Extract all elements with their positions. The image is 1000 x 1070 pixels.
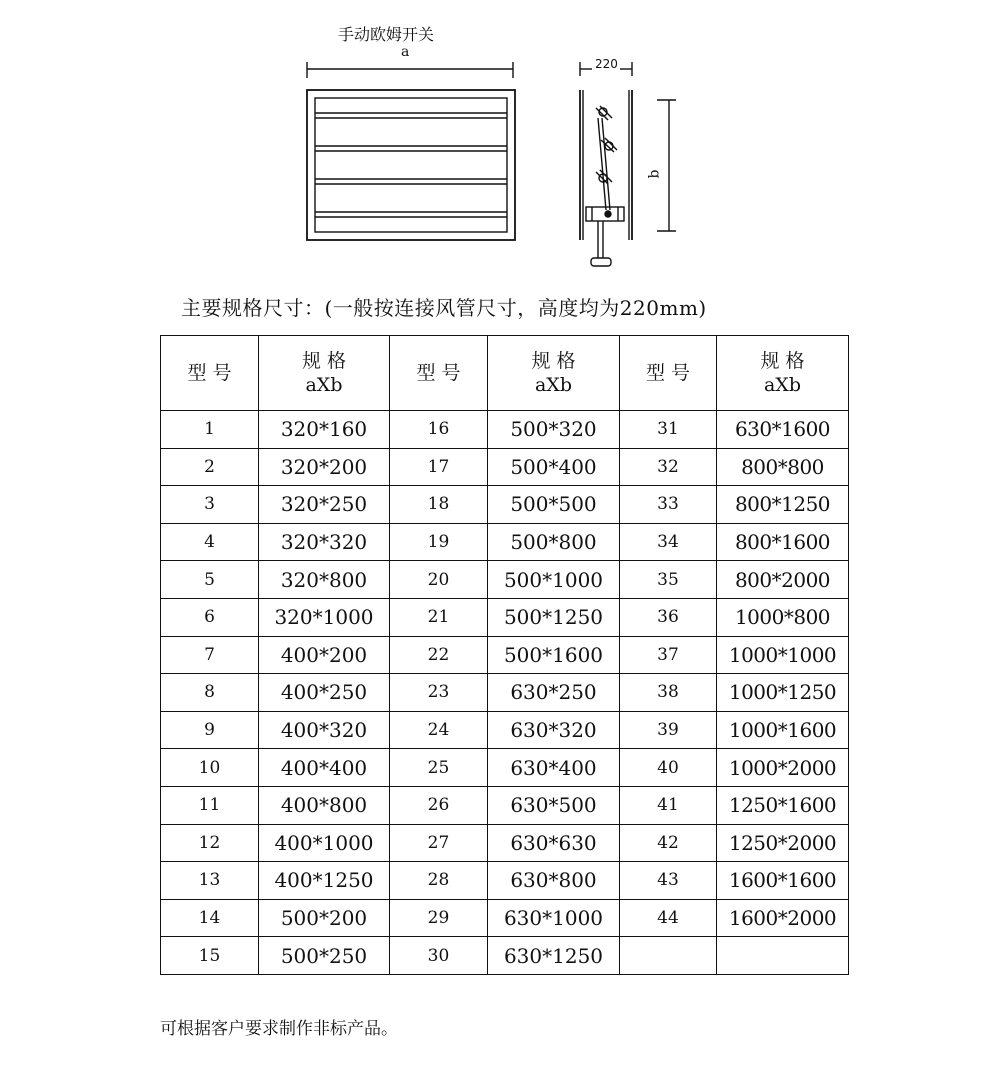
model-number-cell: 26 [390,786,488,824]
table-row [161,749,849,787]
model-number-cell: 42 [620,824,717,862]
size-cell: 800*2000 [717,561,849,599]
model-number-cell: 30 [390,937,488,975]
model-number-cell: 43 [620,862,717,900]
size-cell: 630*250 [488,674,620,712]
model-number-cell: 35 [620,561,717,599]
model-number-cell: 39 [620,711,717,749]
model-number-cell: 18 [390,486,488,524]
model-number-cell: 7 [161,636,259,674]
size-cell: 800*1250 [717,486,849,524]
size-cell: 1250*1600 [717,786,849,824]
model-number-cell: 15 [161,937,259,975]
model-number-cell: 8 [161,674,259,712]
size-cell: 1250*2000 [717,824,849,862]
model-number-cell: 13 [161,862,259,900]
size-cell: 500*320 [488,411,620,449]
table-row [161,598,849,636]
model-number-cell: 10 [161,749,259,787]
table-row [161,486,849,524]
model-number-cell: 41 [620,786,717,824]
size-cell: 320*200 [259,448,390,486]
size-cell: 630*800 [488,862,620,900]
table-row [161,899,849,937]
model-number-cell: 27 [390,824,488,862]
table-header-row [161,336,849,411]
size-cell: 400*250 [259,674,390,712]
size-cell: 1000*1250 [717,674,849,712]
model-number-cell: 34 [620,523,717,561]
table-row [161,674,849,712]
table-row [161,411,849,449]
custom-order-note: 可根据客户要求制作非标产品。 [160,1019,398,1039]
model-number-cell: 6 [161,598,259,636]
table-row [161,448,849,486]
size-cell: 500*1600 [488,636,620,674]
model-number-cell: 19 [390,523,488,561]
size-cell: 1600*1600 [717,862,849,900]
size-cell: 630*400 [488,749,620,787]
size-cell: 630*1000 [488,899,620,937]
table-row [161,636,849,674]
depth-dimension-label: 220 [595,57,618,71]
size-cell: 400*400 [259,749,390,787]
size-cell: 400*800 [259,786,390,824]
size-cell: 630*630 [488,824,620,862]
height-dimension-label: b [646,169,663,179]
size-cell: 400*320 [259,711,390,749]
size-cell: 500*1250 [488,598,620,636]
size-cell: 800*800 [717,448,849,486]
size-cell: 1000*1600 [717,711,849,749]
model-number-cell: 25 [390,749,488,787]
spec-header: 规 格 aXb [488,336,620,411]
model-header: 型 号 [390,336,488,411]
technical-drawing [0,0,1000,290]
size-cell: 500*400 [488,448,620,486]
model-number-cell [620,937,717,975]
model-number-cell: 20 [390,561,488,599]
model-number-cell: 32 [620,448,717,486]
size-cell: 500*250 [259,937,390,975]
size-cell: 800*1600 [717,523,849,561]
model-number-cell: 29 [390,899,488,937]
model-number-cell: 12 [161,824,259,862]
model-number-cell: 40 [620,749,717,787]
table-row [161,937,849,975]
size-cell: 320*1000 [259,598,390,636]
model-header: 型 号 [161,336,259,411]
model-number-cell: 28 [390,862,488,900]
size-cell: 630*1250 [488,937,620,975]
size-cell [717,937,849,975]
size-cell: 500*500 [488,486,620,524]
size-cell: 400*200 [259,636,390,674]
size-cell: 400*1250 [259,862,390,900]
model-number-cell: 21 [390,598,488,636]
size-cell: 1000*1000 [717,636,849,674]
model-number-cell: 23 [390,674,488,712]
model-number-cell: 17 [390,448,488,486]
side-view [580,62,676,266]
size-cell: 400*1000 [259,824,390,862]
size-cell: 630*320 [488,711,620,749]
spec-table [160,335,849,975]
size-cell: 500*1000 [488,561,620,599]
size-cell: 320*320 [259,523,390,561]
spec-heading: 主要规格尺寸：(一般按连接风管尺寸，高度均为220mm) [181,296,707,320]
size-cell: 630*1600 [717,411,849,449]
width-dimension-label: a [401,44,410,60]
size-cell: 320*160 [259,411,390,449]
size-cell: 500*800 [488,523,620,561]
size-cell: 630*500 [488,786,620,824]
model-number-cell: 1 [161,411,259,449]
model-number-cell: 2 [161,448,259,486]
size-cell: 1600*2000 [717,899,849,937]
size-cell: 500*200 [259,899,390,937]
table-row [161,862,849,900]
table-row [161,711,849,749]
front-view-caption: 手动欧姆开关 [338,25,435,44]
model-number-cell: 38 [620,674,717,712]
size-cell: 1000*800 [717,598,849,636]
model-number-cell: 33 [620,486,717,524]
model-number-cell: 22 [390,636,488,674]
model-number-cell: 31 [620,411,717,449]
size-cell: 1000*2000 [717,749,849,787]
model-header: 型 号 [620,336,717,411]
size-cell: 320*800 [259,561,390,599]
model-number-cell: 37 [620,636,717,674]
table-row [161,523,849,561]
spec-header: 规 格 aXb [259,336,390,411]
table-row [161,824,849,862]
spec-header: 规 格 aXb [717,336,849,411]
model-number-cell: 5 [161,561,259,599]
model-number-cell: 14 [161,899,259,937]
model-number-cell: 16 [390,411,488,449]
size-cell: 320*250 [259,486,390,524]
table-row [161,786,849,824]
table-row [161,561,849,599]
front-view [307,62,515,240]
model-number-cell: 3 [161,486,259,524]
model-number-cell: 36 [620,598,717,636]
model-number-cell: 44 [620,899,717,937]
model-number-cell: 11 [161,786,259,824]
model-number-cell: 24 [390,711,488,749]
model-number-cell: 9 [161,711,259,749]
model-number-cell: 4 [161,523,259,561]
